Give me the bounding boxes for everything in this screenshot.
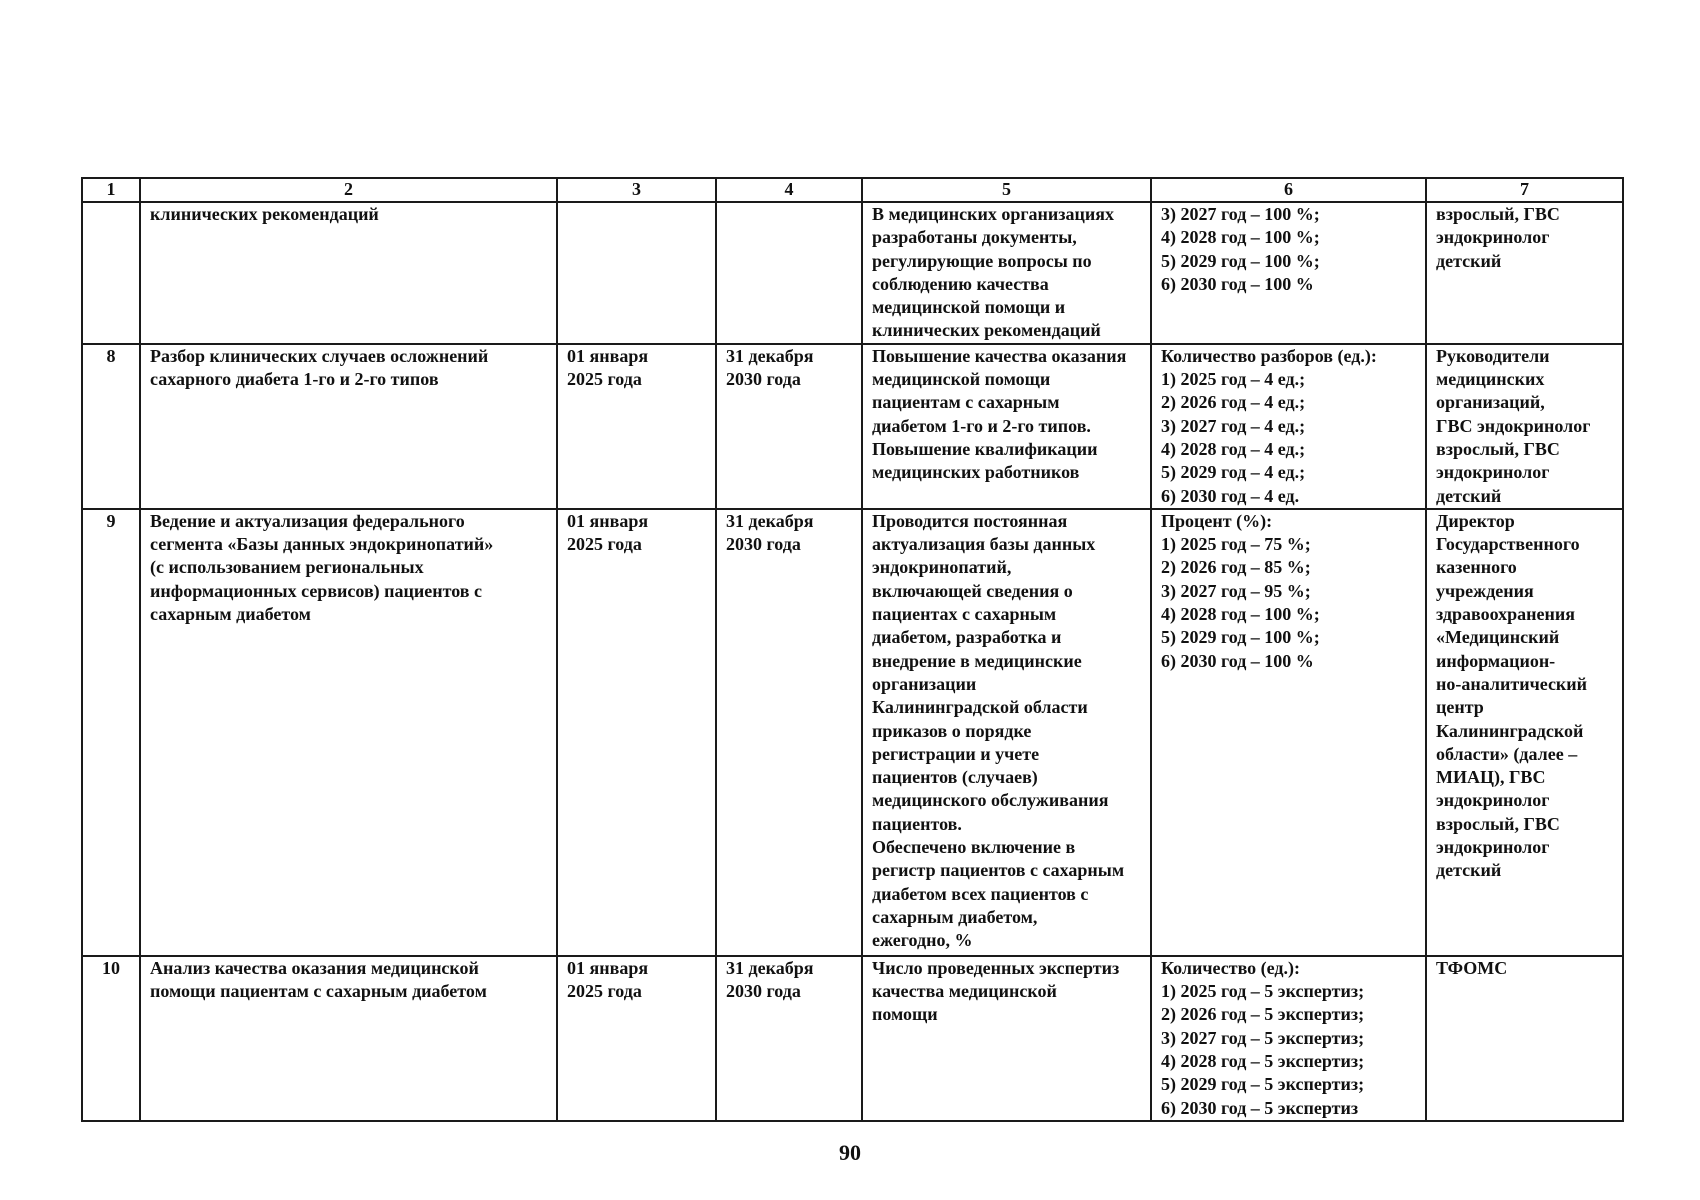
indicator-cell: Процент (%): 1) 2025 год – 75 %; 2) 2026 год – 85 %; 3) 2027 год – 95 %; 4) 2028 год – 100 %; 5) 2029 год – 100 %; 6) 2030 год – 100 % — [1151, 509, 1426, 956]
indicator-cell: Количество разборов (ед.): 1) 2025 год – 4 ед.; 2) 2026 год – 4 ед.; 3) 2027 год – 4 ед.; 4) 2028 год – 4 ед.; 5) 2029 год – 4 ед.; 6) 2030 год – 4 ед. — [1151, 344, 1426, 509]
action-cell: клинических рекомендаций — [140, 202, 557, 344]
column-number-1: 1 — [82, 178, 140, 202]
column-number-4: 4 — [716, 178, 862, 202]
page-number: 90 — [839, 1140, 861, 1165]
end-date-cell — [716, 202, 862, 344]
expected-result-cell: В медицинских организациях разработаны документы, регулирующие вопросы по соблюдению качества медицинской помощи и клинических рекомендаций — [862, 202, 1151, 344]
indicator-cell: 3) 2027 год – 100 %; 4) 2028 год – 100 %; 5) 2029 год – 100 %; 6) 2030 год – 100 % — [1151, 202, 1426, 344]
start-date-cell: 01 января 2025 года — [557, 509, 716, 956]
table-row-8 — [82, 344, 1623, 509]
end-date-cell: 31 декабря 2030 года — [716, 344, 862, 509]
start-date-cell: 01 января 2025 года — [557, 956, 716, 1121]
responsible-cell: взрослый, ГВС эндокринолог детский — [1426, 202, 1623, 344]
column-number-header-row — [82, 178, 1623, 202]
row-number-cell: 8 — [82, 344, 140, 509]
responsible-cell: ТФОМС — [1426, 956, 1623, 1121]
table-row-10 — [82, 956, 1623, 1121]
expected-result-cell: Повышение качества оказания медицинской помощи пациентам с сахарным диабетом 1-го и 2-го типов. Повышение квалификации медицинских работников — [862, 344, 1151, 509]
responsible-cell: Директор Государственного казенного учреждения здравоохранения «Медицинский информацион- но-аналитический центр Калининградской области» (далее – МИАЦ), ГВС эндокринолог взрослый, ГВС эндокринолог детский — [1426, 509, 1623, 956]
plan-table — [81, 177, 1624, 1122]
row-number-cell: 10 — [82, 956, 140, 1121]
column-number-3: 3 — [557, 178, 716, 202]
table-row-continued — [82, 202, 1623, 344]
indicator-cell: Количество (ед.): 1) 2025 год – 5 экспертиз; 2) 2026 год – 5 экспертиз; 3) 2027 год – 5 экспертиз; 4) 2028 год – 5 экспертиз; 5) 2029 год – 5 экспертиз; 6) 2030 год – 5 экспертиз — [1151, 956, 1426, 1121]
action-cell: Анализ качества оказания медицинской помощи пациентам с сахарным диабетом — [140, 956, 557, 1121]
responsible-cell: Руководители медицинских организаций, ГВС эндокринолог взрослый, ГВС эндокринолог детский — [1426, 344, 1623, 509]
column-number-5: 5 — [862, 178, 1151, 202]
table-row-9 — [82, 509, 1623, 956]
expected-result-cell: Проводится постоянная актуализация базы данных эндокринопатий, включающей сведения о пациентах с сахарным диабетом, разработка и внедрение в медицинские организации Калининградской области приказов о порядке регистрации и учете пациентов (случаев) медицинского обслуживания пациентов. Обеспечено включение в регистр пациентов с сахарным диабетом всех пациентов с сахарным диабетом, ежегодно, % — [862, 509, 1151, 956]
column-number-2: 2 — [140, 178, 557, 202]
action-cell: Разбор клинических случаев осложнений сахарного диабета 1-го и 2-го типов — [140, 344, 557, 509]
row-number-cell: 9 — [82, 509, 140, 956]
action-cell: Ведение и актуализация федерального сегмента «Базы данных эндокринопатий» (с использованием региональных информационных сервисов) пациентов с сахарным диабетом — [140, 509, 557, 956]
end-date-cell: 31 декабря 2030 года — [716, 956, 862, 1121]
start-date-cell: 01 января 2025 года — [557, 344, 716, 509]
expected-result-cell: Число проведенных экспертиз качества медицинской помощи — [862, 956, 1151, 1121]
column-number-6: 6 — [1151, 178, 1426, 202]
column-number-7: 7 — [1426, 178, 1623, 202]
start-date-cell — [557, 202, 716, 344]
row-number-cell — [82, 202, 140, 344]
end-date-cell: 31 декабря 2030 года — [716, 509, 862, 956]
